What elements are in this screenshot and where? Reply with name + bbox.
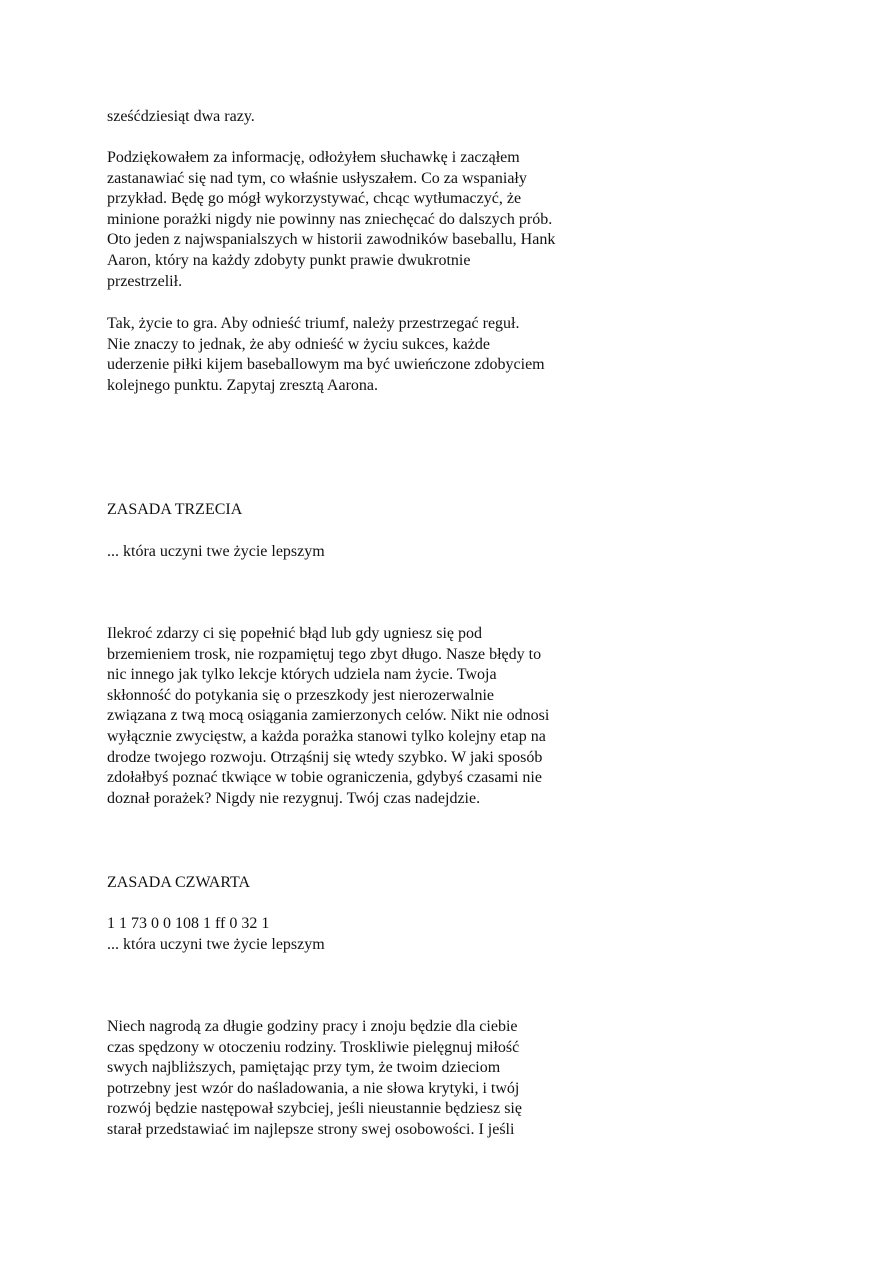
text-line: czas spędzony w otoczeniu rodziny. Troskliwie pielęgnuj miłość — [107, 1038, 520, 1056]
text-line: rozwój będzie następował szybciej, jeśli nieustannie będziesz się — [107, 1100, 522, 1118]
text-line: związana z twą mocą osiągania zamierzonych celów. Nikt nie odnosi — [107, 707, 550, 725]
text-line: nic innego jak tylko lekcje których udziela nam życie. Twoja — [107, 666, 497, 684]
intro-line — [107, 107, 667, 128]
text-line: doznał porażek? Nigdy nie rezygnuj. Twój czas nadejdzie. — [107, 789, 481, 807]
section-4-body — [107, 1017, 667, 1141]
subtitle-text: ... która uczyni twe życie lepszym — [107, 935, 325, 953]
section-3-body — [107, 624, 667, 809]
text-line: wyłącznie zwycięstw, a każda porażka stanowi tylko kolejny etap na — [107, 727, 546, 745]
text-line: potrzebny jest wzór do naśladowania, a nie słowa krytyki, i twój — [107, 1079, 520, 1097]
text-line: zastanawiać się nad tym, co właśnie usłyszałem. Co za wspaniały — [107, 169, 527, 187]
text-line: Niech nagrodą za długie godziny pracy i znoju będzie dla ciebie — [107, 1018, 518, 1035]
text-line: swych najbliższych, pamiętając przy tym, że twoim dzieciom — [107, 1059, 501, 1077]
text-line: starał przedstawiać im najlepsze strony swej osobowości. I jeśli — [107, 1120, 515, 1138]
paragraph-aaron — [107, 148, 667, 292]
section-3-subtitle — [107, 542, 667, 563]
text-line: kolejnego punktu. Zapytaj zresztą Aarona. — [107, 376, 379, 394]
text-line: przestrzelił. — [107, 272, 183, 290]
text-line: skłonność do potykania się o przeszkody jest nierozerwalnie — [107, 686, 494, 704]
heading-text: ZASADA TRZECIA — [107, 501, 243, 518]
text-line: Oto jeden z najwspanialszych w historii zawodników baseballu, Hank — [107, 231, 556, 249]
text-line: przykład. Będę go mógł wykorzystywać, chcąc wytłumaczyć, że — [107, 190, 522, 208]
text-line: Podziękowałem za informację, odłożyłem słuchawkę i zacząłem — [107, 149, 520, 166]
heading-text: ZASADA CZWARTA — [107, 874, 251, 891]
text-line: Nie znaczy to jednak, że aby odnieść w życiu sukces, każde — [107, 335, 490, 353]
text-line: drodze twojego rozwoju. Otrząśnij się wtedy szybko. W jaki sposób — [107, 748, 543, 766]
text-line: minione porażki nigdy nie powinny nas zniechęcać do dalszych prób. — [107, 210, 553, 228]
text-line: uderzenie piłki kijem baseballowym ma być uwieńczone zdobyciem — [107, 356, 545, 374]
subtitle-text: ... która uczyni twe życie lepszym — [107, 543, 325, 560]
text-line: Tak, życie to gra. Aby odnieść triumf, należy przestrzegać reguł. — [107, 315, 520, 332]
code-line: 1 1 73 0 0 108 1 ff 0 32 1 — [107, 915, 270, 932]
section-4-heading — [107, 873, 667, 894]
text-line: zdołałbyś poznać tkwiące w tobie ograniczenia, gdybyś czasami nie — [107, 769, 542, 787]
section-4-subtitle-block — [107, 914, 667, 955]
text-line: sześćdziesiąt dwa razy. — [107, 108, 255, 125]
text-line: Aaron, który na każdy zdobyty punkt prawie dwukrotnie — [107, 251, 471, 269]
text-line: Ilekroć zdarzy ci się popełnić błąd lub gdy ugniesz się pod — [107, 625, 482, 642]
text-line: brzemieniem trosk, nie rozpamiętuj tego zbyt długo. Nasze błędy to — [107, 645, 542, 663]
paragraph-life-is-a-game — [107, 314, 667, 396]
section-3-heading — [107, 500, 667, 521]
